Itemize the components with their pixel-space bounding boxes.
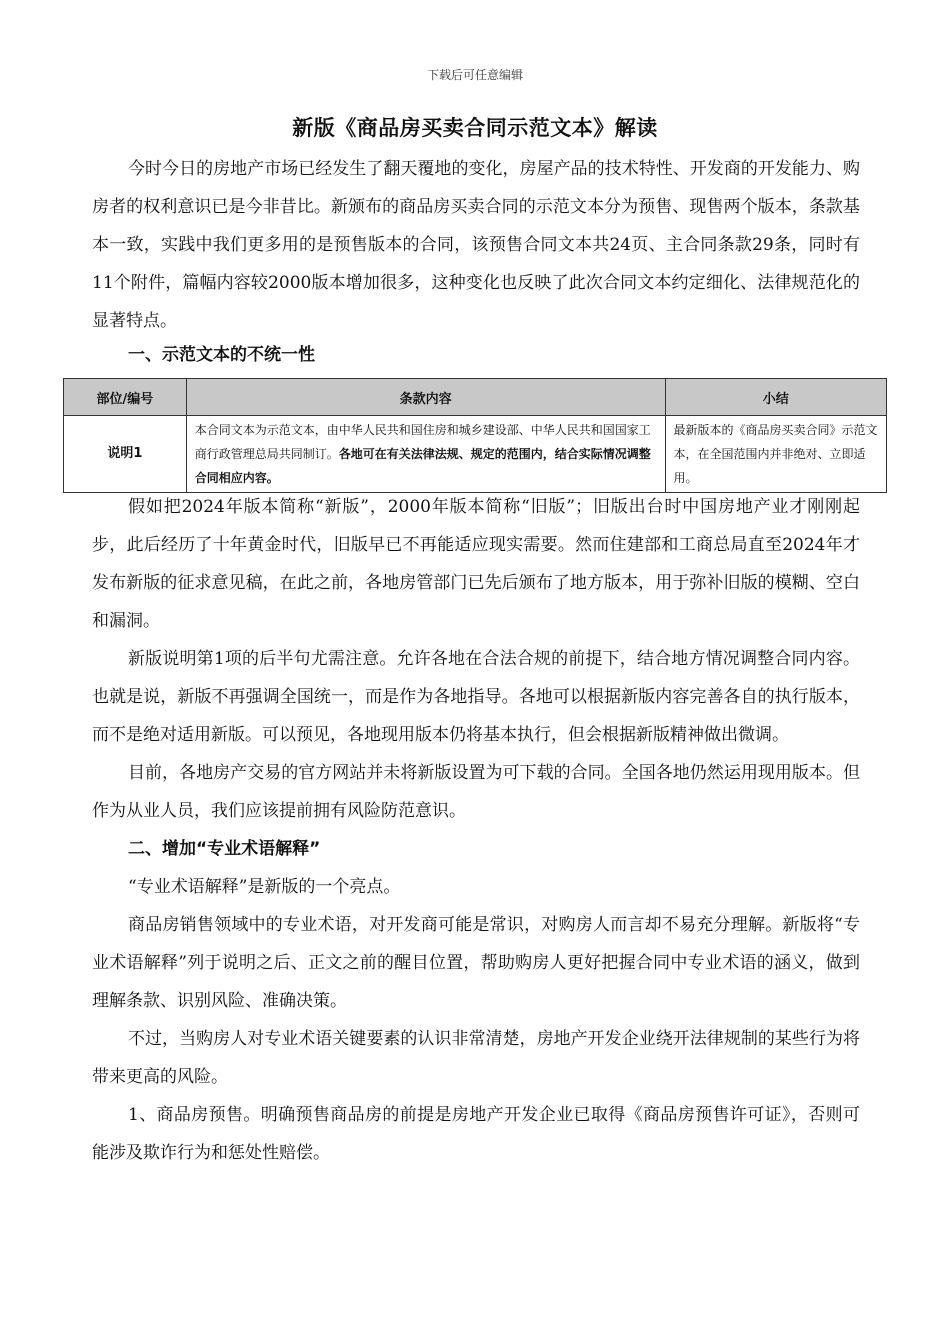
section1-heading: 一、示范文本的不统一性: [128, 345, 315, 365]
body-paragraph: 假如把2024年版本简称“新版”，2000年版本简称“旧版”；旧版出台时中国房地产业才刚刚起步，此后经历了十年黄金时代，旧版早已不再能适应现实需要。然而住建部和工商总局直至2024年才发布新版的征求意见稿，在此之前，各地房管部门已先后颁布了地方版本，用于弥补旧版的模糊、空白和漏洞。: [92, 497, 860, 631]
body-paragraph: 不过，当购房人对专业术语关键要素的认识非常清楚，房地产开发企业绕开法律规制的某些行为将带来更高的风险。: [92, 1029, 860, 1087]
table-cell-content: [186, 416, 665, 493]
intro-section: [92, 150, 860, 340]
body-paragraph: 目前，各地房产交易的官方网站并未将新版设置为可下载的合同。全国各地仍然运用现用版本。但作为从业人员，我们应该提前拥有风险防范意识。: [92, 763, 860, 821]
intro-paragraph: 今时今日的房地产市场已经发生了翻天覆地的变化，房屋产品的技术特性、开发商的开发能力、购房者的权利意识已是今非昔比。新颁布的商品房买卖合同的示范文本分为预售、现售两个版本，条款基本一致，实践中我们更多用的是预售版本的合同，该预售合同文本共24页、主合同条款29条，同时有11个附件，篇幅内容较2000版本增加很多，这种变化也反映了此次合同文本约定细化、法律规范化的显著特点。: [92, 159, 860, 331]
page-title: 新版《商品房买卖合同示范文本》解读: [292, 115, 658, 140]
body-paragraph: 1、商品房预售。明确预售商品房的前提是房地产开发企业已取得《商品房预售许可证》，否则可能涉及欺诈行为和惩处性赔偿。: [92, 1105, 860, 1163]
section1: [92, 336, 860, 374]
table-cell-summary: 最新版本的《商品房买卖合同》示范文本，在全国范围内并非绝对、立即适用。: [665, 416, 886, 493]
section2-heading: 二、增加“专业术语解释”: [128, 839, 321, 859]
table-header-summary: 小结: [665, 379, 886, 416]
body-paragraph: 新版说明第1项的后半句尤需注意。允许各地在合法合规的前提下，结合地方情况调整合同内容。也就是说，新版不再强调全国统一，而是作为各地指导。各地可以根据新版内容完善各自的执行版本，而不是绝对适用新版。可以预见，各地现用版本仍将基本执行，但会根据新版精神做出微调。: [92, 649, 860, 745]
table-header-code: 部位/编号: [64, 379, 187, 416]
table-header-content: 条款内容: [186, 379, 665, 416]
clause-text-bold: 各地可在有关法律法规、规定的范围内，结合实际情况调整合同相应内容。: [194, 447, 651, 485]
table-header-row: [64, 379, 887, 416]
header-note: 下载后可任意编辑: [426, 68, 523, 82]
clause-text: 本合同文本为示范文本，由中华人民共和国住房和城乡建设部、中华人民共和国国家工商行政管理总局共同制订。: [194, 423, 651, 461]
body-section-1: [92, 488, 860, 1172]
body-paragraph: “专业术语解释”是新版的一个亮点。: [128, 877, 401, 897]
body-paragraph: 商品房销售领域中的专业术语，对开发商可能是常识，对购房人而言却不易充分理解。新版将“专业术语解释”列于说明之后、正文之前的醒目位置，帮助购房人更好把握合同中专业术语的涵义，做到理解条款、识别风险、准确决策。: [92, 915, 860, 1011]
table-cell-code: 说明1: [64, 416, 187, 493]
table-row: [64, 416, 887, 493]
clause-table: [63, 378, 887, 493]
